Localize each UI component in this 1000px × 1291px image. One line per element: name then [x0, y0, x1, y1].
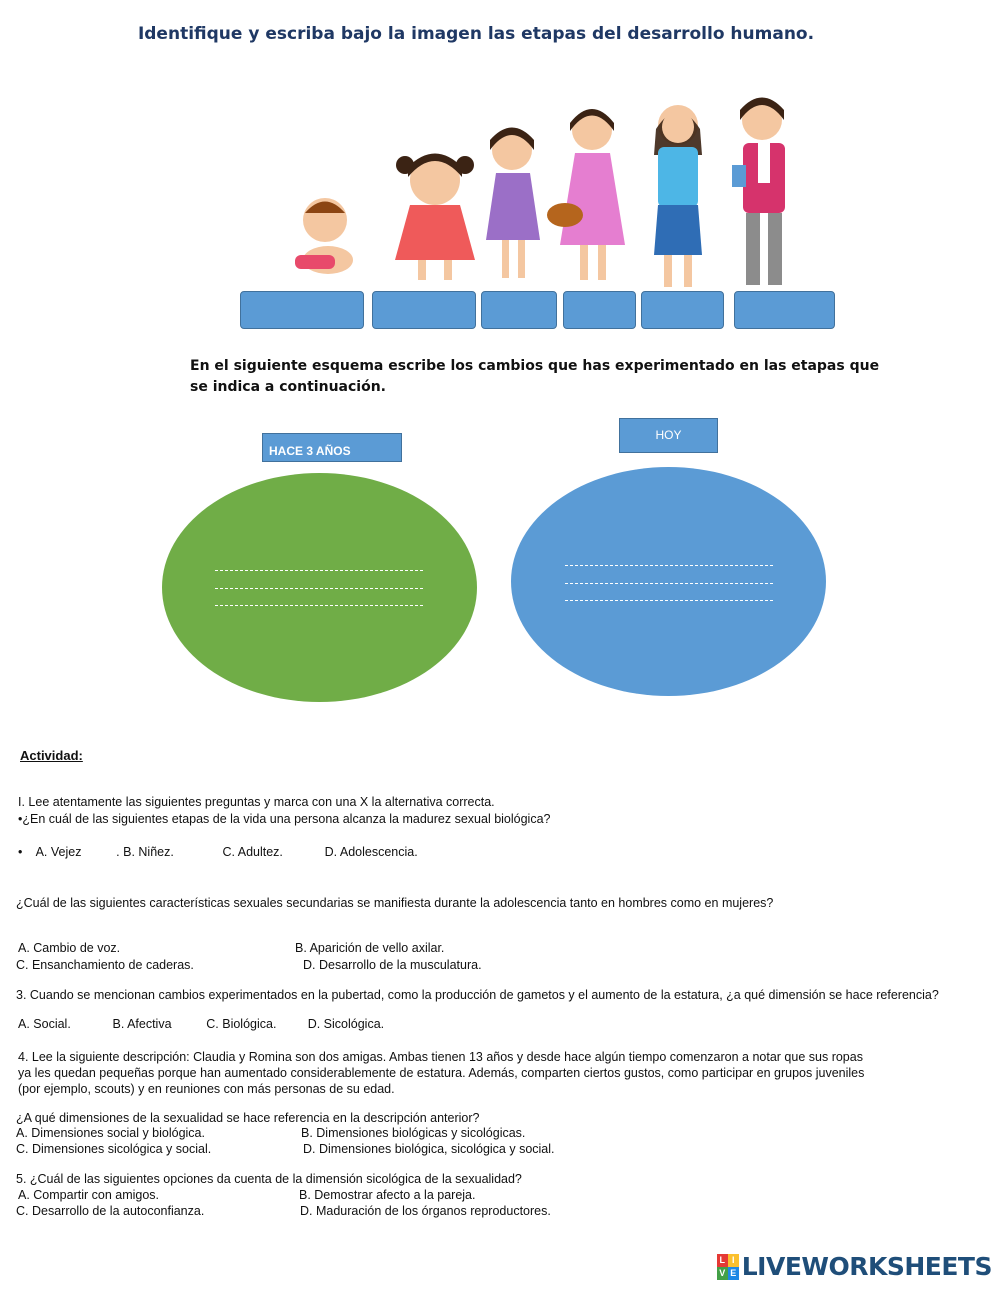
logo-letter-l: L — [717, 1254, 728, 1267]
liveworksheets-logo-icon — [717, 1254, 739, 1280]
logo-letter-v: V — [717, 1267, 728, 1280]
q3-options[interactable]: A. Social. B. Afectiva C. Biológica. D. Sicológica. — [18, 1017, 385, 1031]
stage-answer-box-6[interactable] — [734, 291, 835, 329]
q1-options[interactable]: • A. Vejez . B. Niñez. C. Adultez. D. Adolescencia. — [18, 845, 418, 859]
q5-option-c[interactable]: C. Desarrollo de la autoconfianza. — [16, 1204, 205, 1218]
brand-name: LIVEWORKSHEETS — [741, 1252, 992, 1281]
stage-answer-box-5[interactable] — [641, 291, 724, 329]
q4-option-d[interactable]: D. Dimensiones biológica, sicológica y social. — [303, 1142, 555, 1156]
q4-description-line-2: ya les quedan pequeñas porque han aumentado considerablemente de estatura. Además, comparten ciertos gustos, como participar en grupos juveniles — [18, 1066, 865, 1080]
stage-answer-box-1[interactable] — [240, 291, 364, 329]
liveworksheets-logo — [717, 1252, 992, 1281]
baby-figure — [295, 198, 353, 274]
q5-question: 5. ¿Cuál de las siguientes opciones da cuenta de la dimensión sicológica de la sexualidad? — [16, 1172, 522, 1186]
activity-intro: I. Lee atentamente las siguientes preguntas y marca con una X la alternativa correcta. — [18, 795, 495, 809]
present-answer-line-1 — [565, 565, 773, 566]
stage-answer-box-4[interactable] — [563, 291, 636, 329]
q3-question: 3. Cuando se mencionan cambios experimentados en la pubertad, como la producción de gametos y el aumento de la estatura, ¿a qué dimensión se hace referencia? — [16, 988, 939, 1002]
q4-option-a[interactable]: A. Dimensiones social y biológica. — [16, 1126, 205, 1140]
logo-letter-e: E — [728, 1267, 739, 1280]
adult-figure — [732, 98, 785, 286]
q2-option-a[interactable]: A. Cambio de voz. — [18, 941, 121, 955]
teen-figure — [547, 109, 625, 280]
stage-answer-box-3[interactable] — [481, 291, 557, 329]
human-development-stages-illustration — [240, 95, 840, 295]
q1-question: •¿En cuál de las siguientes etapas de la vida una persona alcanza la madurez sexual biológica? — [18, 812, 551, 826]
stage-answer-box-2[interactable] — [372, 291, 476, 329]
young-adult-figure — [654, 105, 702, 287]
past-answer-line-2 — [215, 588, 423, 589]
q4-option-b[interactable]: B. Dimensiones biológicas y sicológicas. — [301, 1126, 526, 1140]
past-answer-line-3 — [215, 605, 423, 606]
q2-option-c[interactable]: C. Ensanchamiento de caderas. — [16, 958, 194, 972]
q4-option-c[interactable]: C. Dimensiones sicológica y social. — [16, 1142, 212, 1156]
past-answer-line-1 — [215, 570, 423, 571]
q4-description-line-1: 4. Lee la siguiente descripción: Claudia y Romina son dos amigas. Ambas tienen 13 años y desde hace algún tiempo comenzaron a notar que sus ropas — [18, 1050, 863, 1064]
q5-option-d[interactable]: D. Maduración de los órganos reproductores. — [300, 1204, 551, 1218]
present-changes-oval[interactable] — [511, 467, 826, 696]
label-three-years-ago: HACE 3 AÑOS — [262, 433, 402, 462]
logo-letter-i: I — [728, 1254, 739, 1267]
q5-option-a[interactable]: A. Compartir con amigos. — [18, 1188, 160, 1202]
label-today: HOY — [619, 418, 718, 453]
q2-question: ¿Cuál de las siguientes características sexuales secundarias se manifiesta durante la adolescencia tanto en hombres como en mujeres? — [16, 896, 774, 910]
preteen-figure — [486, 128, 540, 279]
girl-figure — [395, 154, 475, 281]
q2-option-b[interactable]: B. Aparición de vello axilar. — [295, 941, 445, 955]
present-answer-line-3 — [565, 600, 773, 601]
schema-instruction: En el siguiente esquema escribe los cambios que has experimentado en las etapas que se indica a continuación. — [190, 358, 880, 395]
q4-question: ¿A qué dimensiones de la sexualidad se hace referencia en la descripción anterior? — [16, 1111, 480, 1125]
q2-option-d[interactable]: D. Desarrollo de la musculatura. — [303, 958, 482, 972]
q5-option-b[interactable]: B. Demostrar afecto a la pareja. — [299, 1188, 476, 1202]
page-title: Identifique y escriba bajo la imagen las etapas del desarrollo humano. — [137, 24, 815, 44]
present-answer-line-2 — [565, 583, 773, 584]
q4-description-line-3: (por ejemplo, scouts) y en reuniones con más personas de su edad. — [18, 1082, 395, 1096]
activity-heading: Actividad: — [20, 748, 83, 763]
